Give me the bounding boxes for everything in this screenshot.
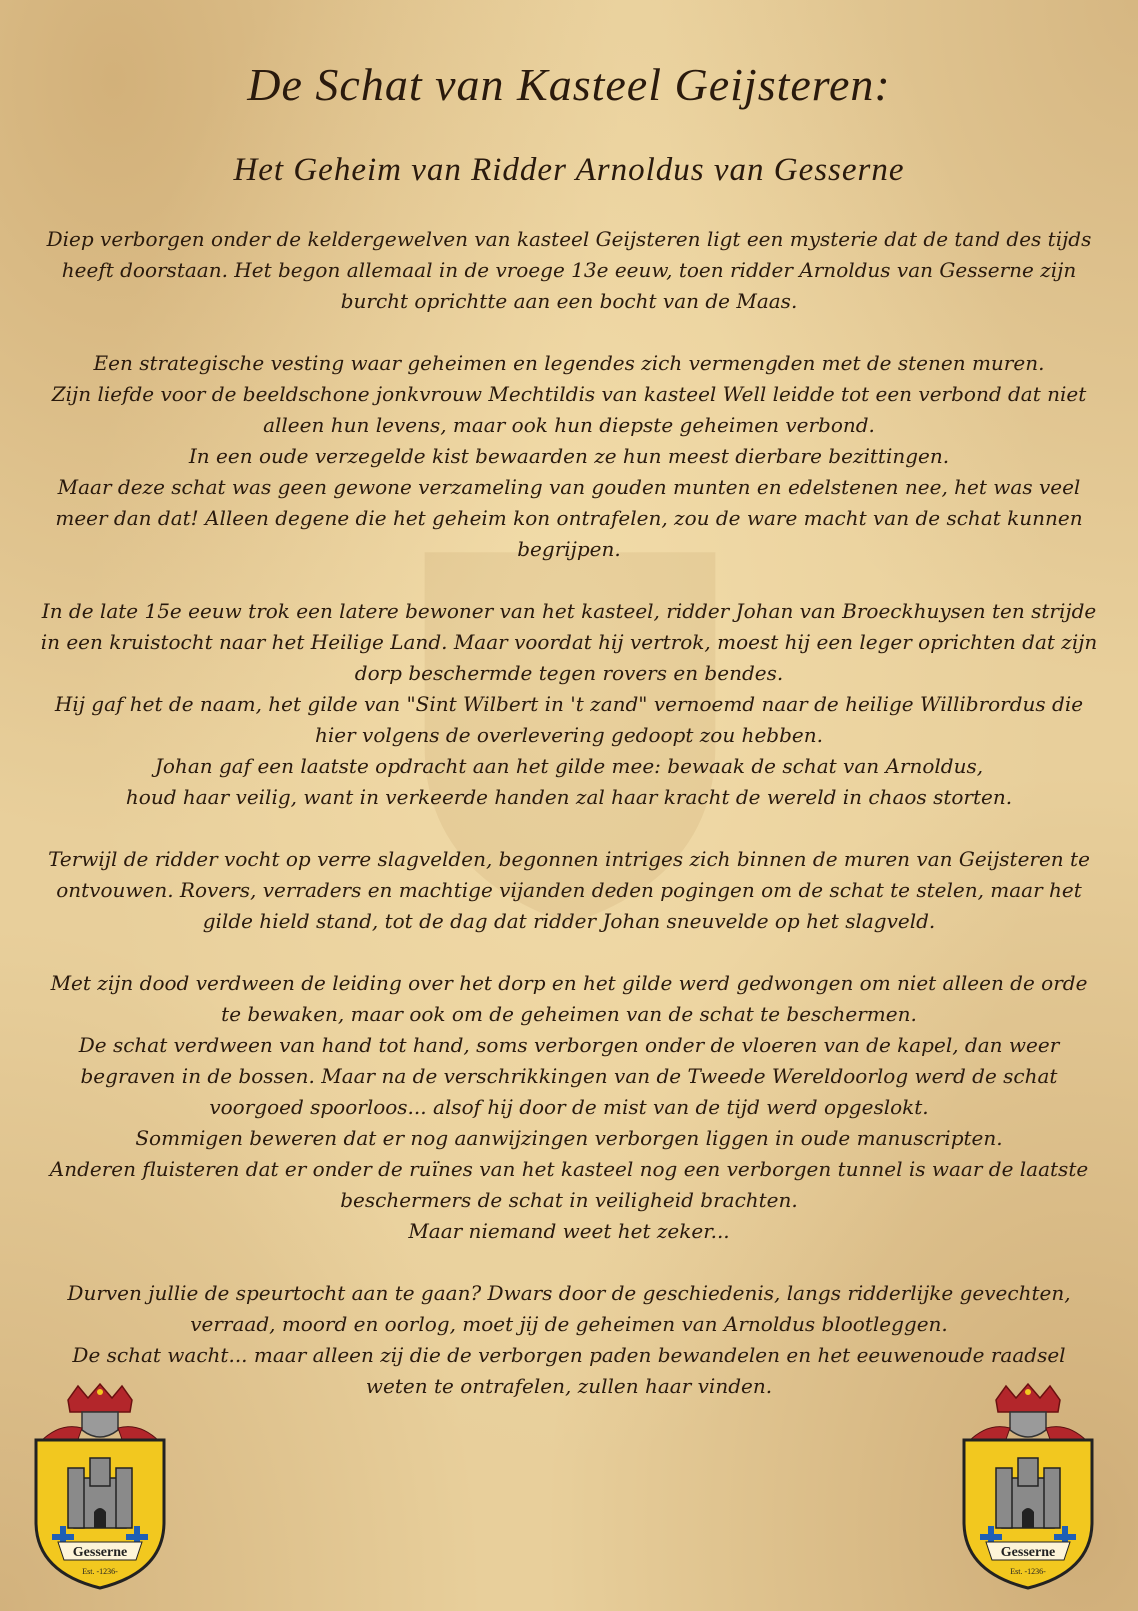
paragraph: In de late 15e eeuw trok een latere bewoner van het kasteel, ridder Johan van Broeckhuysen ten strijde in een kruistocht naar het Heilige Land. Maar voordat hij vertrok, moest hij een leger oprichten dat zijn dorp beschermde tegen rovers en bendes. bbox=[40, 599, 1098, 685]
page-subtitle: Het Geheim van Ridder Arnoldus van Gesserne bbox=[233, 152, 905, 188]
paragraph: Durven jullie de speurtocht aan te gaan? Dwars door de geschiedenis, langs ridderlijke gevechten, verraad, moord en oorlog, moet jij de geheimen van Arnoldus blootleggen. bbox=[67, 1281, 1071, 1336]
paragraph: Maar niemand weet het zeker... bbox=[408, 1219, 730, 1243]
paragraph-gap bbox=[40, 813, 1098, 844]
page-title: De Schat van Kasteel Geijsteren: bbox=[247, 59, 891, 110]
paragraph-gap bbox=[40, 565, 1098, 596]
crest-est: Est. -1236- bbox=[1010, 1567, 1046, 1576]
paragraph: In een oude verzegelde kist bewaarden ze hun meest dierbare bezittingen. bbox=[188, 444, 950, 468]
paragraph: Maar deze schat was geen gewone verzameling van gouden munten en edelstenen nee, het was veel meer dan dat! Alleen degene die het geheim kon ontrafelen, zou de ware macht van de schat kunnen begrijpen. bbox=[55, 475, 1083, 561]
paragraph: Hij gaf het de naam, het gilde van "Sint Wilbert in 't zand" vernoemd naar de heilige Willibrordus die hier volgens de overlevering gedoopt zou hebben. bbox=[54, 692, 1084, 747]
paragraph: Sommigen beweren dat er nog aanwijzingen verborgen liggen in oude manuscripten. bbox=[135, 1126, 1003, 1150]
crest-est: Est. -1236- bbox=[82, 1567, 118, 1576]
paragraph: Zijn liefde voor de beeldschone jonkvrouw Mechtildis van kasteel Well leidde tot een verbond dat niet alleen hun levens, maar ook hun diepste geheimen verbond. bbox=[51, 382, 1087, 437]
paragraph: Anderen fluisteren dat er onder de ruïnes van het kasteel nog een verborgen tunnel is waar de laatste beschermers de schat in veiligheid brachten. bbox=[49, 1157, 1089, 1212]
paragraph: De schat wacht... maar alleen zij die de verborgen paden bewandelen en het eeuwenoude raadsel weten te ontrafelen, zullen haar vinden. bbox=[72, 1343, 1066, 1398]
paragraph-gap bbox=[40, 1247, 1098, 1278]
paragraph-gap bbox=[40, 317, 1098, 348]
paragraph: Diep verborgen onder de keldergewelven van kasteel Geijsteren ligt een mysterie dat de tand des tijds heeft doorstaan. Het begon allemaal in de vroege 13e eeuw, toen ridder Arnoldus van Gesserne zijn burcht oprichtte aan een bocht van de Maas. bbox=[46, 227, 1092, 313]
paragraph: De schat verdween van hand tot hand, soms verborgen onder de vloeren van de kapel, dan weer begraven in de bossen. Maar na de verschrikkingen van de Tweede Wereldoorlog werd de schat voorgoed spoorloos... alsof hij door de mist van de tijd werd opgeslokt. bbox=[78, 1033, 1060, 1119]
crest-name: Gesserne bbox=[72, 1545, 128, 1560]
paragraph: Terwijl de ridder vocht op verre slagvelden, begonnen intriges zich binnen de muren van Geijsteren te ontvouwen. Rovers, verraders en machtige vijanden deden pogingen om de schat te stelen, maar het gilde hield stand, tot de dag dat ridder Johan sneuvelde op het slagveld. bbox=[48, 847, 1090, 933]
crest-name: Gesserne bbox=[1000, 1545, 1056, 1560]
paragraph: Met zijn dood verdween de leiding over het dorp en het gilde werd gedwongen om niet alleen de orde te bewaken, maar ook om de geheimen van de schat te beschermen. bbox=[50, 971, 1088, 1026]
paragraph: Een strategische vesting waar geheimen en legendes zich vermengden met de stenen muren. bbox=[93, 351, 1045, 375]
gesserne-crest-right bbox=[958, 1382, 1098, 1592]
story-text bbox=[40, 224, 1098, 1402]
paragraph: houd haar veilig, want in verkeerde handen zal haar kracht de wereld in chaos storten. bbox=[125, 785, 1013, 809]
paragraph-gap bbox=[40, 937, 1098, 968]
paragraph: Johan gaf een laatste opdracht aan het gilde mee: bewaak de schat van Arnoldus, bbox=[154, 754, 984, 778]
gesserne-crest-left bbox=[30, 1382, 170, 1592]
